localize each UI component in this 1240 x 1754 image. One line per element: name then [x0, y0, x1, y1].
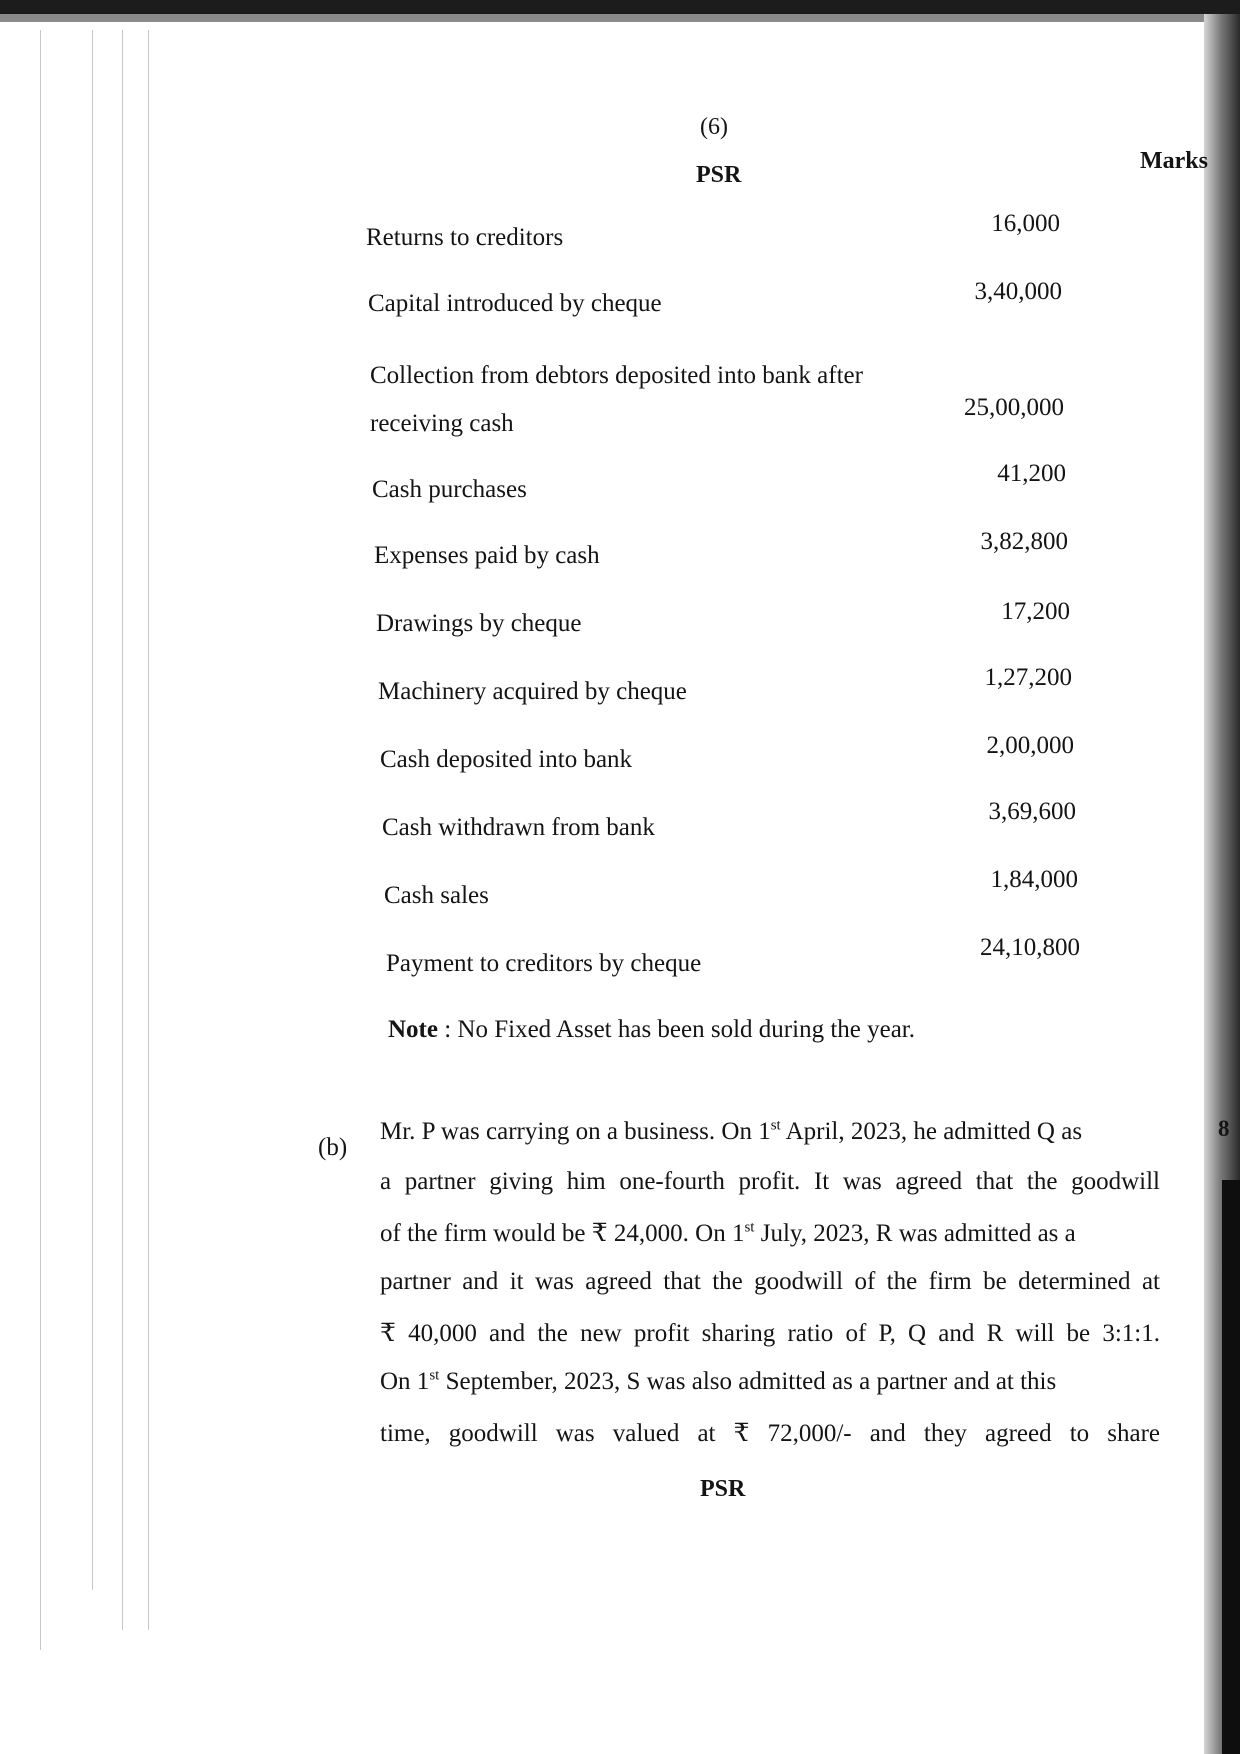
- ledger-row-label: Cash sales: [384, 882, 489, 909]
- question-line: a partner giving him one-fourth profit. It was agreed that the goodwill: [380, 1168, 1160, 1195]
- ledger-row-amount: 25,00,000: [964, 394, 1064, 421]
- question-line: Mr. P was carrying on a business. On 1st April, 2023, he admitted Q as: [380, 1117, 1083, 1145]
- ledger-row-label: Capital introduced by cheque: [368, 290, 662, 317]
- ledger-row-amount: 1,27,200: [984, 664, 1072, 691]
- ledger-row-label: Expenses paid by cash: [374, 542, 600, 569]
- note: [388, 1016, 915, 1044]
- scan-border-right-dark: [1222, 1180, 1240, 1754]
- question-line: of the firm would be ₹ 24,000. On 1st July, 2023, R was admitted as a: [380, 1219, 1076, 1247]
- margin-line: [40, 30, 41, 1650]
- question-marks: 8: [1218, 1116, 1230, 1141]
- question-line: ₹ 40,000 and the new profit sharing ratio of P, Q and R will be 3:1:1.: [380, 1320, 1160, 1347]
- ledger-row-label: Payment to creditors by cheque: [386, 950, 702, 977]
- question-part-label: (b): [318, 1134, 348, 1161]
- margin-line: [122, 30, 123, 1630]
- ledger-row-label: Machinery acquired by cheque: [378, 678, 687, 705]
- ledger-row-label: Cash withdrawn from bank: [382, 814, 655, 841]
- margin-line: [148, 30, 149, 1630]
- ledger-row-amount: 1,84,000: [990, 866, 1078, 893]
- paper-code-top: PSR: [696, 162, 742, 188]
- ledger-row-label: Cash deposited into bank: [380, 746, 633, 773]
- ledger-row-label: Returns to creditors: [366, 224, 564, 251]
- ledger-row-amount: 17,200: [1001, 598, 1070, 625]
- question-line: On 1st September, 2023, S was also admitted as a partner and at this: [380, 1367, 1057, 1395]
- note-label: Note: [388, 1016, 438, 1043]
- ledger-row-amount: 2,00,000: [986, 732, 1074, 759]
- ledger-row-label: Cash purchases: [372, 476, 527, 503]
- scan-border-top: [0, 0, 1240, 14]
- margin-line: [92, 30, 93, 1590]
- ledger-row-amount: 16,000: [991, 210, 1060, 237]
- question-line: time, goodwill was valued at ₹ 72,000/- and they agreed to share: [380, 1420, 1160, 1447]
- paper-code-bottom: PSR: [700, 1476, 746, 1502]
- ledger-row-amount: 3,69,600: [988, 798, 1076, 825]
- ledger-row-label-line2: receiving cash: [370, 410, 514, 437]
- page-number: (6): [700, 114, 728, 140]
- scan-border-top-shadow: [0, 14, 1240, 22]
- ledger-row-amount: 3,40,000: [974, 278, 1062, 305]
- question-line: partner and it was agreed that the goodwill of the firm be determined at: [380, 1268, 1160, 1295]
- ledger-row-amount: 24,10,800: [980, 934, 1080, 961]
- ledger-row-label: Drawings by cheque: [376, 610, 582, 637]
- ledger-row-label-line1: Collection from debtors deposited into bank after: [370, 362, 863, 389]
- ledger-row-amount: 3,82,800: [980, 528, 1068, 555]
- marks-column-heading: Marks: [1140, 148, 1208, 174]
- ledger-row-amount: 41,200: [997, 460, 1066, 487]
- note-text: : No Fixed Asset has been sold during the year.: [444, 1016, 915, 1043]
